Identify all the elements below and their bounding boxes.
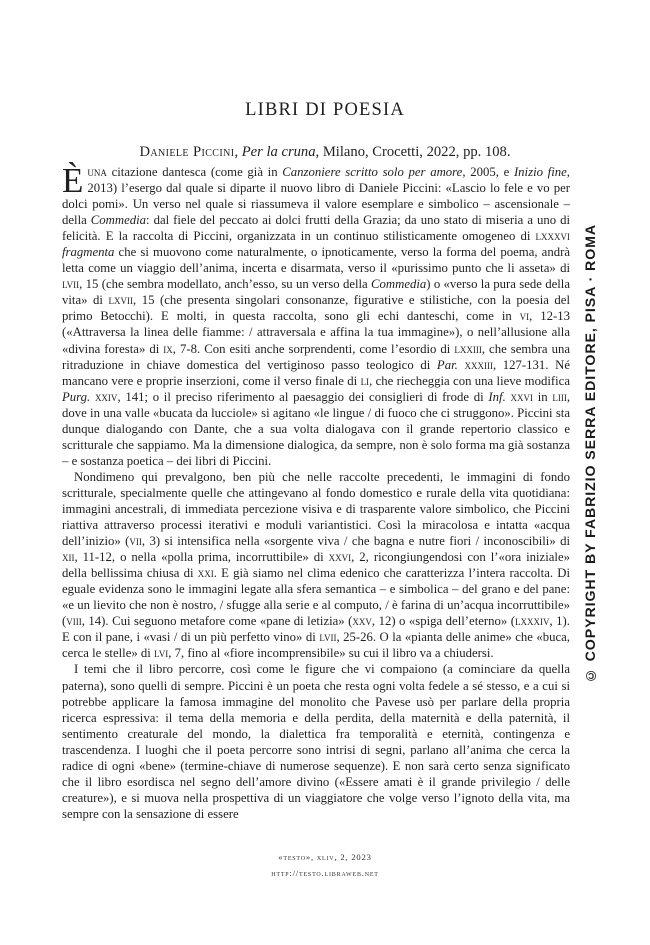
italic-text: Canzoniere scritto solo per amore (282, 165, 463, 179)
text-run: , 12-13 («Attraversa la linea delle fiamme: / attraversala e affina la tua immagine»), o nell’allusione alla «divina foresta» di (62, 309, 571, 356)
body-paragraph (62, 161, 571, 469)
smallcaps-text: viii (66, 614, 82, 629)
text-run: , 141; o il preciso riferimento al paesaggio dei consiglieri di frode di (117, 389, 489, 404)
text-run: : dal fiele del peccato ai dolci frutti della Grazia; da uno stato di miseria a uno di felicità. E la raccolta di Piccini, organizzata in un continuo stilisticamente omogeneo di (62, 213, 570, 244)
smallcaps-text: liii (552, 389, 567, 404)
smallcaps-text: xxvi (510, 389, 533, 404)
smallcaps-text: lxvii (108, 293, 133, 308)
smallcaps-text: lxxxvi (535, 229, 570, 244)
text-run: , 15 (che sembra modellato, anch’esso, su un verso della (79, 277, 372, 292)
smallcaps-text: xii (62, 550, 75, 565)
text-run: , 15 (che presenta singolari consonanze, figurative e stilistiche, con la poesia del primo Betocchi). E molti, in questa raccolta, sono gli echi danteschi, come in (62, 293, 571, 324)
text-run: citazione dantesca (come già in (106, 165, 283, 179)
italic-text: Inizio fine (513, 165, 567, 179)
text-run: , 127-131. Né mancano vere e proprie inserzioni, come il verso finale di (62, 357, 570, 388)
text-run: , 2013) l’esergo dal quale si diparte il nuovo libro di Daniele Piccini: «Lascio lo fele e vo per dolci pomi». Un verso nel quale si riassumeva il valore esemplare e simbolico – ascensionale – della (62, 165, 570, 228)
italic-text: Commedia (371, 277, 427, 292)
review-heading: Daniele Piccini, Per la cruna, Milano, Crocetti, 2022, pp. 108. (139, 144, 511, 160)
italic-text: Commedia (90, 213, 147, 228)
text-run: , 7-8. Con esiti anche sorprendenti, come l’esordio di (172, 341, 455, 356)
text-run: . E già siamo nel clima edenico che caratterizza l’intera raccolta. Di eguale evidenza sono le immagini legate alla sfera semantica – e simbolica – del grano e del pane: «e un lievito che non è nostro, / sfugge alla serie e al computo, / è farina di un’acqua incorruttibile» ( (62, 566, 570, 629)
text-run: , dove in una valle «bucata da lucciole» si agitano «le lingue / di fuoco che ci struggono». Piccini sta dunque dialogando con Dante, che a sua volta dialogava con il grande repertorio classico e scritturale che sappiamo. Ma la dimensione dialogica, da sempre, non è solo forma ma già sostanza – e sostanza poetica – dei libri di Piccini. (62, 389, 571, 468)
review-author: Daniele Piccini (139, 144, 235, 160)
smallcaps-text: xxvi (328, 550, 352, 565)
italic-text: Inf. (488, 389, 506, 404)
text-run: ) o «verso la pura sede della vita» di (62, 277, 571, 308)
text-run: , che riecheggia con una lieve modifica (369, 373, 570, 388)
smallcaps-text: xxiv (94, 389, 118, 404)
smallcaps-text: li (360, 373, 370, 388)
smallcaps-text: una (87, 165, 107, 179)
review-book-title: Per la cruna (241, 144, 316, 160)
review-body (62, 161, 571, 822)
text-run: che si muovono come naturalmente, o ipnoticamente, verso la forma del poema, andrà letta come un viaggio dell’anima, incerta e disarmata, verso il «purissimo punto che li asseta» di (62, 245, 570, 276)
copyright-notice (580, 212, 602, 696)
text-run: , 14). Cui seguono metafore come «pane di letizia» ( (81, 614, 353, 629)
text-run: in (533, 389, 553, 404)
footer-url: http://testo.libraweb.net (271, 868, 379, 878)
text-run: Nondimeno qui prevalgono, ben più che nelle raccolte precedenti, le immagini di fondo scritturale, specialmente quelle che attingevano al fondo domestico e rurale della vita quotidiana: immagini ancestrali, di immediata percezione visiva e di trasparente valore simbolico, che Piccini riattiva attraverso processi iterativi e moduli variantistici. Così la miracolosa e intatta «acqua dell’inizio» ( (62, 469, 570, 549)
smallcaps-text: xxxiii (464, 357, 493, 372)
text-run: , 2005, e (462, 165, 514, 179)
italic-text: fragmenta (62, 245, 115, 260)
smallcaps-text: vi (519, 309, 530, 324)
footer-issue: «testo», xliv, 2, 2023 (278, 852, 372, 862)
italic-text: Purg. (62, 389, 91, 404)
body-paragraph (62, 661, 570, 821)
section-title: LIBRI DI POESIA (245, 100, 405, 120)
smallcaps-text: xxi (197, 566, 214, 581)
smallcaps-text: vii (129, 534, 142, 549)
text-run: , 12) o «spiga dell’eterno» ( (371, 614, 515, 629)
drop-cap: È (62, 161, 84, 200)
smallcaps-text: lvii (62, 277, 80, 292)
smallcaps-text: lxxiii (454, 341, 482, 356)
smallcaps-text: lvii (319, 630, 337, 645)
smallcaps-text: lvi (154, 646, 169, 661)
italic-text: Par. (436, 357, 458, 372)
text-run: , 7, fino al «fiore incomprensibile» su cui il libro va a chiudersi. (168, 646, 494, 661)
text-run: , 3) si intensifica nella «sorgente viva / che bagna e nutre fiori / inconoscibili» di (141, 534, 570, 549)
smallcaps-text: lxxxiv (515, 614, 550, 629)
text-run: , 11-12, o nella «polla prima, incorruttibile» di (74, 550, 329, 565)
text-run: , che sembra una ritraduzione in chiave domestica del vertiginoso passo teologico di (62, 341, 571, 372)
text-run: I temi che il libro percorre, così come le figure che vi compaiono (a cominciare da quella paterna), sono quelli di sempre. Piccini è un poeta che resta ogni volta fedele a sé stesso, e a cui si potrebbe applicare la famosa immagine del monolito che Pavese usò per parlare della propria ricerca espressiva: il tema della memoria e della perdita, della maternità e della paternità, il sentimento creaturale del mondo, la dialettica fra temporalità e eternità, contingenza e trascendenza. I luoghi che il poeta percorre sono intrisi di segni, parlano all’anima che cerca la radice di ogni «bene» (termine-chiave di numerose sequenze). E non sarà certo senza significato che il libro esordisca nel segno dell’amore divino («Essere amati è il grande privilegio / delle creature»), e si muova nella prospettiva di un viaggiatore che volge verso l’ignoto della vita, ma sempre con la sensazione di essere (62, 662, 570, 821)
smallcaps-text: ix (163, 341, 173, 356)
body-paragraph (62, 469, 570, 662)
smallcaps-text: xxv (352, 614, 372, 629)
text-run: , 25-26. O la «pianta delle anime» che «buca, cerca le stelle» di (62, 630, 570, 661)
text-run: , 2, ricongiungendosi con l’«ora iniziale» della bellissima chiusa di (62, 550, 570, 581)
copyright-text: © COPYRIGHT BY FABRIZIO SERRA EDITORE, PISA · ROMA (583, 224, 599, 684)
text-run: , 1). E con il pane, i «vasi / di un più perfetto vino» di (62, 614, 570, 645)
review-publication: , Milano, Crocetti, 2022, pp. 108. (315, 144, 511, 160)
